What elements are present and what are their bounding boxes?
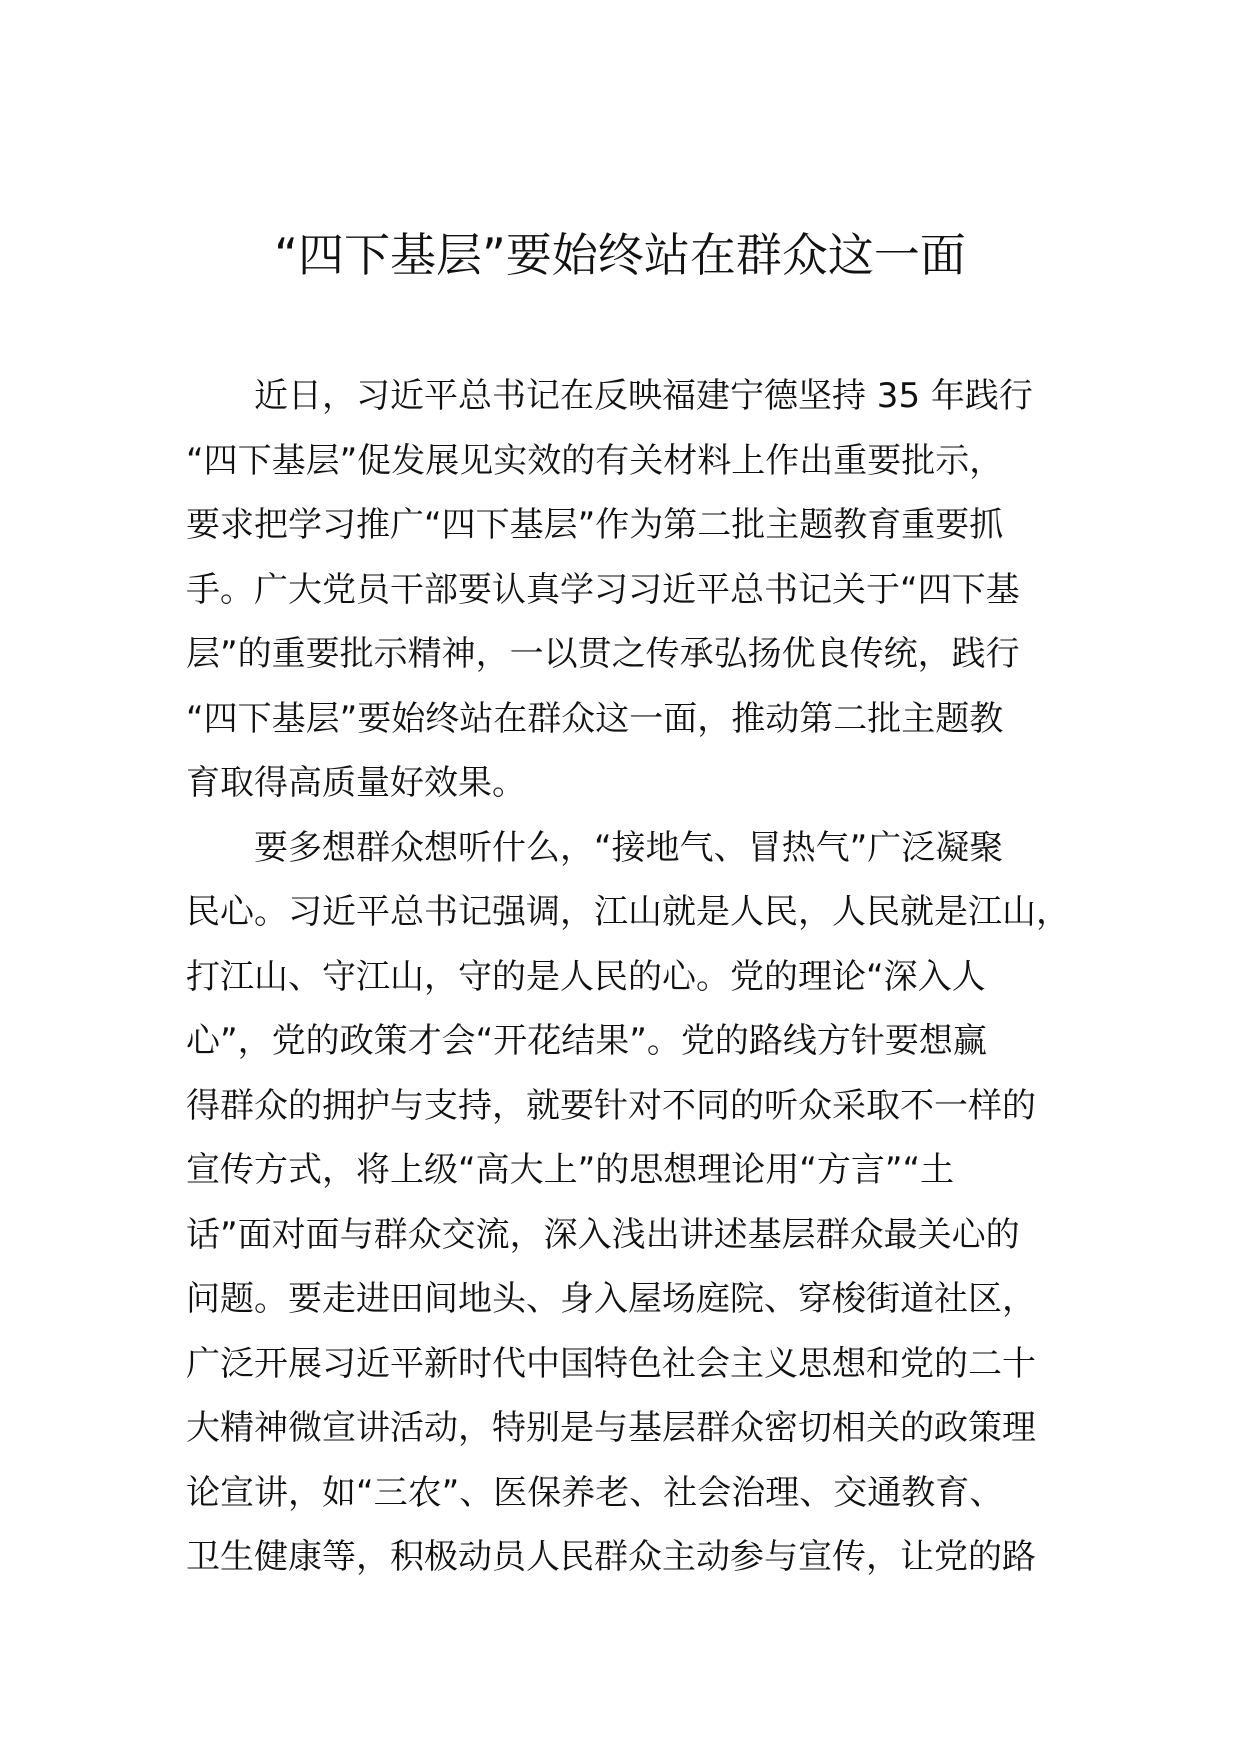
paragraph-line: 要求把学习推广“四下基层”作为第二批主题教育重要抓: [186, 505, 1004, 545]
paragraph-line: 手。广大党员干部要认真学习习近平总书记关于“四下基: [186, 569, 1020, 610]
paragraph-line: 要多想群众想听什么，“接地气、冒热气”广泛凝聚: [254, 827, 1004, 868]
paragraph-line: “四下基层”要始终站在群众这一面，推动第二批主题教: [186, 698, 1004, 739]
paragraph-line: “四下基层”促发展见实效的有关材料上作出重要批示，: [186, 440, 1004, 481]
paragraph-line: 广泛开展习近平新时代中国特色社会主义思想和党的二十: [186, 1343, 1036, 1384]
paragraph-line: 卫生健康等，积极动员人民群众主动参与宣传，让党的路: [186, 1537, 1036, 1577]
paragraph-line: 心”，党的政策才会“开花结果”。党的路线方针要想赢: [186, 1021, 987, 1061]
paragraph-line: 民心。习近平总书记强调，江山就是人民，人民就是江山，: [186, 892, 1070, 932]
paragraph-line: 育取得高质量好效果。: [186, 763, 526, 803]
paragraph-line: 论宣讲，如“三农”、医保养老、社会治理、交通教育、: [186, 1472, 1004, 1513]
document-body: [186, 364, 1070, 1590]
paragraph-line: 得群众的拥护与支持，就要针对不同的听众采取不一样的: [186, 1085, 1036, 1126]
paragraph-line: 话”面对面与群众交流，深入浅出讲述基层群众最关心的: [186, 1214, 1020, 1255]
paragraph-line: 大精神微宣讲活动，特别是与基层群众密切相关的政策理: [186, 1408, 1036, 1448]
document-title: “四下基层”要始终站在群众这一面: [274, 228, 966, 282]
paragraph-line: 问题。要走进田间地头、身入屋场庭院、穿梭街道社区，: [186, 1279, 1036, 1319]
paragraph-line: 层”的重要批示精神，一以贯之传承弘扬优良传统，践行: [186, 634, 1020, 674]
paragraph-line: 打江山、守江山，守的是人民的心。党的理论“深入人: [186, 956, 986, 997]
paragraph-line: 近日，习近平总书记在反映福建宁德坚持 35 年践行: [254, 376, 1033, 416]
paragraph-line: 宣传方式，将上级“高大上”的思想理论用“方言”“土: [186, 1150, 955, 1190]
